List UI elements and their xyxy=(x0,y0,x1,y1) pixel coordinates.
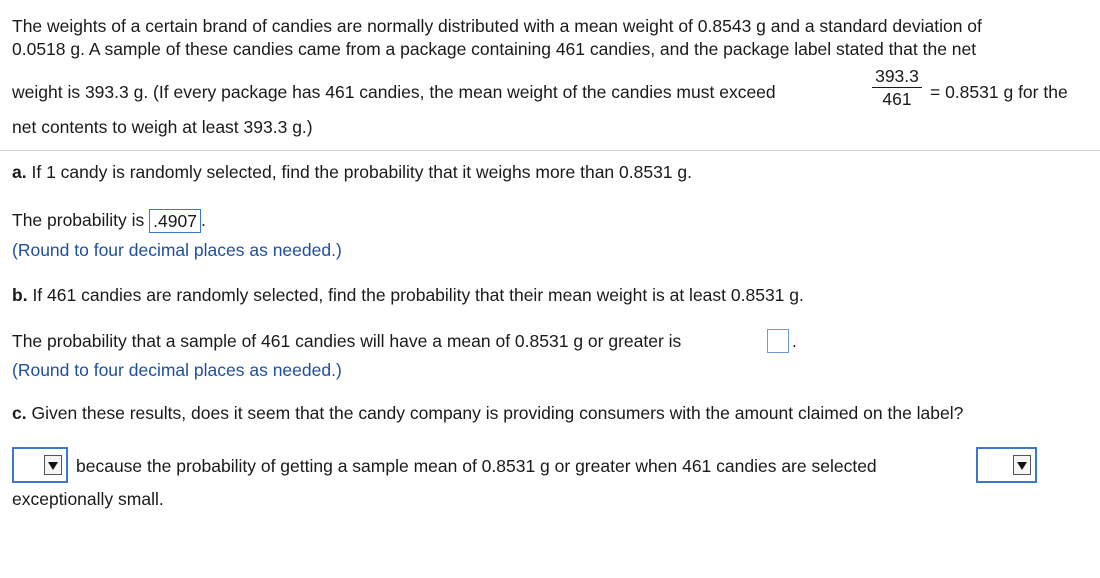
problem-line-1: The weights of a certain brand of candies are normally distributed with a mean weight of 0.8543 g and a standard deviation of xyxy=(12,16,982,36)
part-b-hint: (Round to four decimal places as needed.) xyxy=(12,360,342,380)
part-b-answer-input[interactable] xyxy=(767,329,789,353)
section-divider xyxy=(0,150,1100,151)
part-c-dropdown-2[interactable] xyxy=(976,447,1037,483)
part-c-sentence-end: exceptionally small. xyxy=(12,489,164,509)
problem-line-3-before: weight is 393.3 g. (If every package has 461 candies, the mean weight of the candies must exceed xyxy=(12,82,776,102)
part-b-answer-suffix: . xyxy=(792,331,797,351)
part-c-text: Given these results, does it seem that the candy company is providing consumers with the amount claimed on the label? xyxy=(31,403,964,423)
part-c-label: c. xyxy=(12,403,27,423)
part-a-hint: (Round to four decimal places as needed.) xyxy=(12,240,342,260)
problem-line-4: net contents to weigh at least 393.3 g.) xyxy=(12,117,313,137)
fraction-denominator: 461 xyxy=(882,89,912,109)
part-c-question xyxy=(12,403,963,424)
problem-line-2: 0.0518 g. A sample of these candies came from a package containing 461 candies, and the package label stated that the net xyxy=(12,39,977,59)
part-a-answer-prefix: The probability is xyxy=(12,210,145,230)
fraction xyxy=(868,67,926,109)
part-b-label: b. xyxy=(12,285,28,305)
problem-line-3-after: = 0.8531 g for the xyxy=(930,82,1068,102)
fraction-numerator: 393.3 xyxy=(875,66,919,86)
fraction-bar xyxy=(872,87,922,88)
part-a-label: a. xyxy=(12,162,27,182)
part-b-question xyxy=(12,285,804,306)
part-a-question xyxy=(12,162,692,183)
part-a-answer-suffix: . xyxy=(200,210,206,230)
part-a-answer-line xyxy=(12,210,206,231)
part-a-text: If 1 candy is randomly selected, find the probability that it weighs more than 0.8531 g. xyxy=(31,162,692,182)
part-a-answer-input[interactable]: .4907 xyxy=(149,209,201,233)
chevron-down-icon[interactable] xyxy=(1013,455,1031,475)
part-b-text: If 461 candies are randomly selected, find the probability that their mean weight is at least 0.8531 g. xyxy=(32,285,804,305)
problem-line-3 xyxy=(12,82,776,103)
part-c-sentence-middle: because the probability of getting a sample mean of 0.8531 g or greater when 461 candies are selected xyxy=(76,456,877,476)
part-b-answer-prefix: The probability that a sample of 461 candies will have a mean of 0.8531 g or greater is xyxy=(12,331,682,351)
part-c-dropdown-1[interactable] xyxy=(12,447,68,483)
chevron-down-icon[interactable] xyxy=(44,455,62,475)
